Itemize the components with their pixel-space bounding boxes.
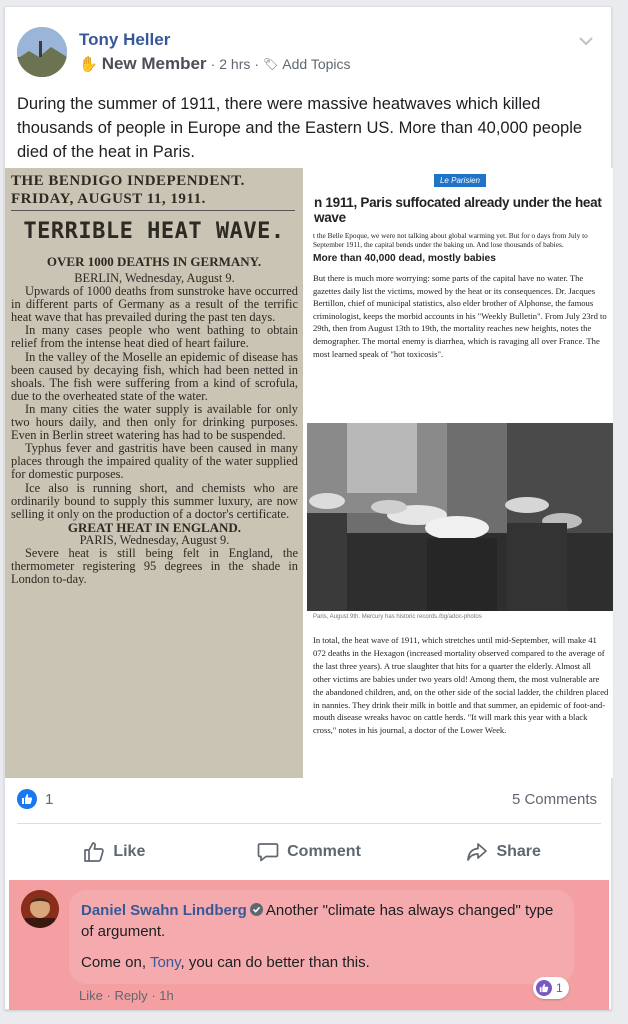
member-badge: New Member <box>101 54 207 73</box>
divider <box>17 823 601 824</box>
article-body-continued: In total, the heat wave of 1911, which stretches until mid-September, will make 41 072 deaths in the Hexagon (increased mortality observed compared to the average of the last three years). A true slaughter that hits for a quarter the elderly. Almost all other victims are babies under two years old! Among them, the most vulnerable are the abandoned children, and, on the other side of the social ladder, the children placed in nannies. They drink their milk in bottle and that summer, an epidemic of foot-and-mouth disease wreaks havoc on cattle herds. "It will mark this year with a black cross," notes in his journal, a doctor of the Lower Week. <box>313 635 609 736</box>
like-button[interactable] <box>17 827 212 877</box>
like-reaction-icon <box>536 980 552 996</box>
comment-like-link[interactable]: Like <box>79 988 103 1003</box>
clipping-dateline: PARIS, Wednesday, August 9. <box>79 532 230 547</box>
comment-label: Comment <box>287 843 361 860</box>
clipping-paragraph: In many cases people who went bathing to obtain relief from the intense heat died of heart failure. <box>11 323 298 351</box>
clipping-paragraph: Severe heat is still being felt in England, the thermometer registering 95 degrees in the shade in London to-day. <box>11 545 298 587</box>
share-label: Share <box>496 843 541 860</box>
comment-reactions[interactable] <box>533 977 569 999</box>
comment-text-3: , you can do better than this. <box>180 954 370 971</box>
comment-time[interactable]: 1h <box>159 988 174 1003</box>
newspaper-clipping-bendigo[interactable] <box>5 168 303 778</box>
clipping-masthead: THE BENDIGO INDEPENDENT. <box>11 173 245 189</box>
clipping-paragraph: In the valley of the Moselle an epidemic of disease has been caused by decaying fish, which had been netted in shoals. The fish were suffering from a kind of scrofula, due to the overheated state of the water. <box>11 349 298 403</box>
comment-reply-link[interactable]: Reply <box>114 988 148 1003</box>
post-time[interactable]: 2 hrs <box>219 56 251 72</box>
comment-section-highlighted <box>9 880 609 1010</box>
clipping-title: TERRIBLE HEAT WAVE. <box>23 219 285 244</box>
share-button[interactable] <box>406 827 601 877</box>
le-parisien-logo: Le Parisien <box>434 174 486 187</box>
like-reaction-icon[interactable] <box>17 789 37 809</box>
commenter-avatar[interactable] <box>21 890 59 928</box>
crowd-photo <box>307 423 613 611</box>
article-title: n 1911, Paris suffocated already under the heat wave <box>314 195 602 225</box>
clipping-subhead-germany: OVER 1000 DEATHS IN GERMANY. <box>46 254 262 269</box>
comment-reaction-count: 1 <box>556 981 563 995</box>
tag-icon: 🏷 <box>263 57 279 71</box>
clipping-paragraph: Upwards of 1000 deaths from sunstroke have occurred in different parts of Germany as a result of the terrific heat wave that has prevailed during the past ten days. <box>11 284 298 325</box>
clipping-subhead-england: GREAT HEAT IN ENGLAND. <box>67 519 242 535</box>
post-meta: ✋ New Member · 2 hrs · 🏷 Add Topics <box>79 54 351 73</box>
hand-wave-icon: ✋ <box>79 56 98 73</box>
avatar-image <box>17 27 67 77</box>
post-text: During the summer of 1911, there were massive heatwaves which killed thousands of people in Europe and the Eastern US. More than 40,000 people died of the heat in Paris. <box>17 95 583 161</box>
thumbs-up-icon <box>83 841 105 863</box>
post-header <box>17 27 601 87</box>
chevron-down-icon[interactable] <box>579 33 593 49</box>
clipping-paragraph: Typhus fever and gastritis have been caused in many places through the impaired quality of the water supplied for domestic purposes. <box>11 441 298 482</box>
comment-bubble-icon <box>257 841 279 863</box>
reaction-count[interactable]: 1 <box>45 791 54 808</box>
author-name[interactable]: Tony Heller <box>79 30 171 49</box>
post-card <box>4 6 612 1010</box>
share-arrow-icon <box>466 841 488 863</box>
comment-text: Another "climate has always changed" type of argument. <box>81 902 554 940</box>
article-body: But there is much more worrying: some parts of the capital have no water. The gazettes daily list the victims, mowed by the heat or its consequences. Dr. Jacques Bertillon, chief of municipal statistics, also elder brother of Alphonse, the famous criminologist, keeps the morbid accounts in his "Weekly Bulletin". From July 23rd to 29th, then from August 13th to 19th, the mortality reaches new heights, notes the demographer. The mortal enemy is diarrhea, which is ravaging all over France. The most learned speak of "hot toxicosis". <box>313 273 607 359</box>
mention-link[interactable]: Tony <box>149 954 181 971</box>
article-subhead: More than 40,000 dead, mostly babies <box>313 253 496 264</box>
clipping-paragraph: In many cities the water supply is available for only two hours daily, and then only for drinking purposes. Even in Berlin street watering has had to be suspended. <box>11 401 298 443</box>
photo-caption: Paris, August 9th. Mercury has historic records./bg/adoc-photos <box>313 614 482 620</box>
author-avatar[interactable] <box>17 27 67 77</box>
post-stats <box>17 789 601 813</box>
verified-badge-icon <box>250 903 263 916</box>
comment-footer: Like · Reply · 1h <box>79 988 174 1003</box>
clipping-dateline: BERLIN, Wednesday, August 9. <box>74 271 235 285</box>
commenter-name[interactable]: Daniel Swahn Lindberg <box>81 902 247 919</box>
add-topics-link[interactable]: Add Topics <box>282 56 351 72</box>
comments-count[interactable]: 5 Comments <box>511 791 597 808</box>
clipping-date: FRIDAY, AUGUST 11, 1911. <box>11 190 295 211</box>
comment-button[interactable] <box>212 827 407 877</box>
comment-text-2: Come on, <box>81 954 150 971</box>
clipping-paragraph: Ice also is running short, and chemists who are ordinarily bound to supply this summer luxury, are now selling it only on the production of a doctor's certificate. <box>11 480 298 521</box>
post-actions <box>17 827 601 877</box>
like-label: Like <box>113 843 146 860</box>
comment-bubble <box>69 890 574 984</box>
newspaper-clipping-le-parisien[interactable] <box>307 168 613 778</box>
article-intro: t the Belle Epoque, we were not talking about global warming yet. But for o days from July to September 1911, the capital bends under the baking un. And lose thousands of babies. <box>313 231 588 249</box>
